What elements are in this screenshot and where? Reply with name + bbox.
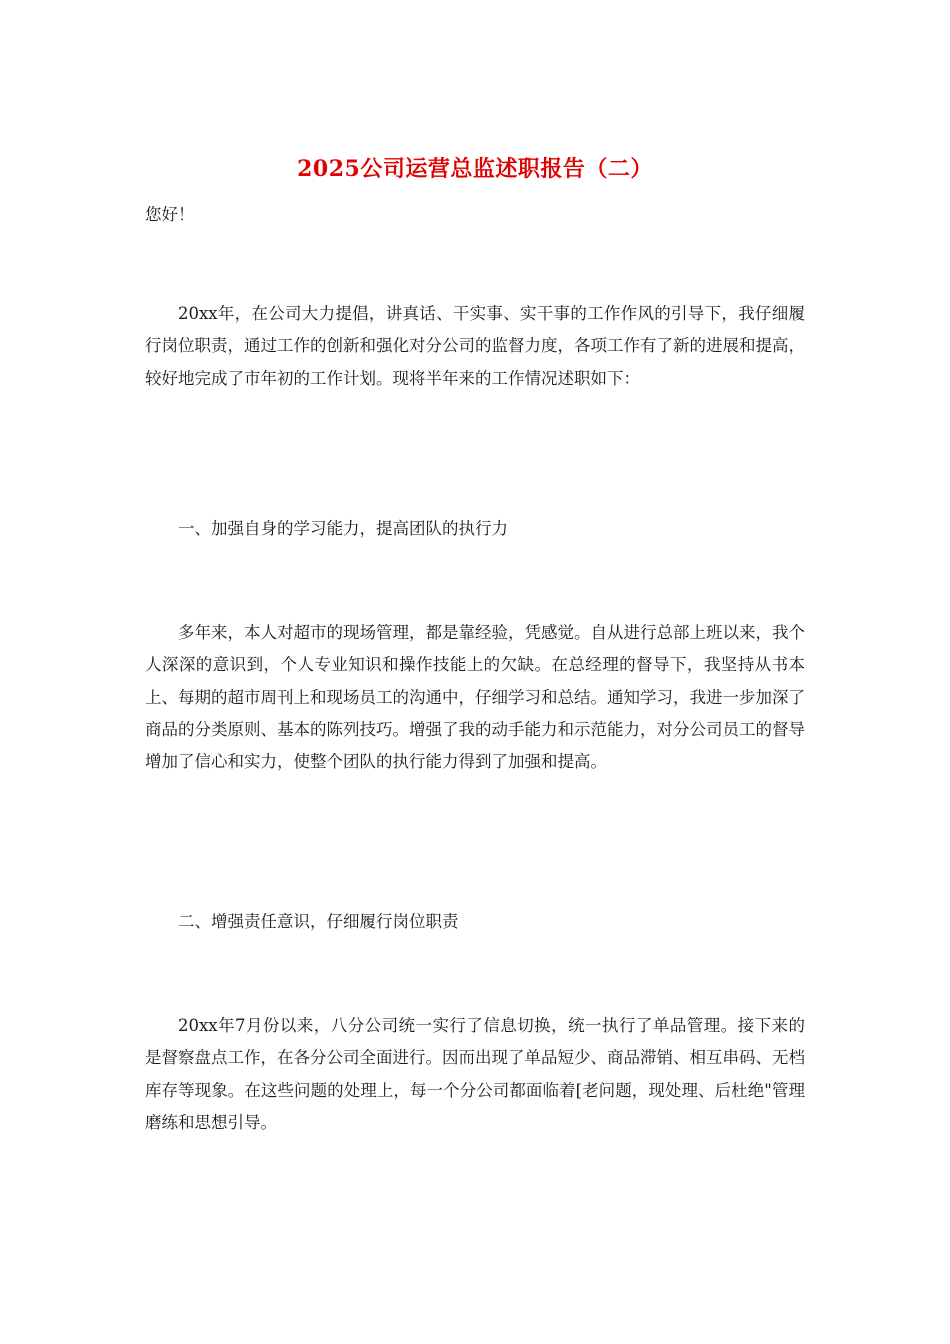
paragraph-intro: 20xx年，在公司大力提倡，讲真话、干实事、实干事的工作作风的引导下，我仔细履行岗位职责，通过工作的创新和强化对分公司的监督力度，各项工作有了新的进展和提高，较好地完成了市年初的工作计划。现将半年来的工作情况述职如下： [145, 304, 805, 388]
document-title: 2025公司运营总监述职报告（二） [297, 156, 653, 182]
section-heading-1: 一、加强自身的学习能力，提高团队的执行力 [178, 519, 508, 538]
section-heading-2: 二、增强责任意识，仔细履行岗位职责 [178, 912, 459, 931]
paragraph-section-2: 20xx年7月份以来，八分公司统一实行了信息切换，统一执行了单品管理。接下来的是督察盘点工作，在各分公司全面进行。因而出现了单品短少、商品滞销、相互串码、无档库存等现象。在这些问题的处理上，每一个分公司都面临着[老问题，现处理、后杜绝"管理磨练和思想引导。 [145, 1016, 805, 1132]
greeting: 您好！ [145, 205, 195, 224]
paragraph-section-1: 多年来，本人对超市的现场管理，都是靠经验，凭感觉。自从进行总部上班以来，我个人深深的意识到，个人专业知识和操作技能上的欠缺。在总经理的督导下，我坚持从书本上、每期的超市周刊上和现场员工的沟通中，仔细学习和总结。通知学习，我进一步加深了商品的分类原则、基本的陈列技巧。增强了我的动手能力和示范能力，对分公司员工的督导增加了信心和实力，使整个团队的执行能力得到了加强和提高。 [145, 623, 805, 772]
